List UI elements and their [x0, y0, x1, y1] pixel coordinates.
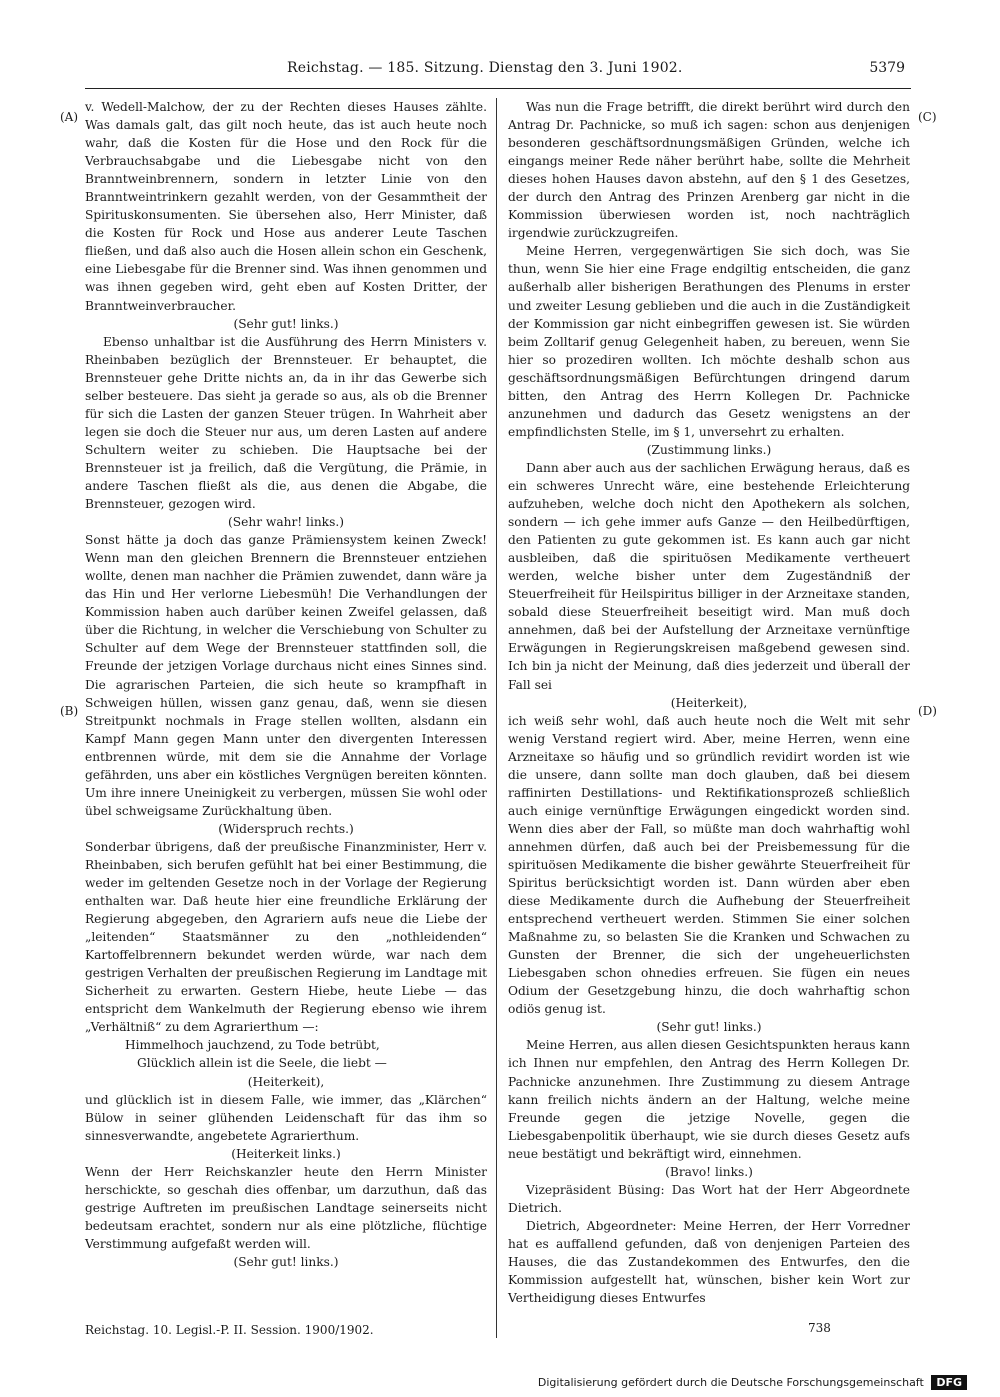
paragraph: Ebenso unhaltbar ist die Ausführung des Herrn Ministers v. Rheinbaben bezüglich der Brennsteuer. Er behauptet, die Brennsteuer gehe Dritte nichts an, da in ihr das Gewerbe sich selber besteuere. Das sieht ja gerade so aus, als ob die Brenner für sich die Lasten der ganzen Steuer trügen. In Wahrheit aber legen sie doch die Steuer nur aus, um deren Lasten auf andere Schultern weiter zu schieben. Die Hauptsache bei der Brennsteuer ist ja freilich, daß die Vergütung, die Prämie, in andere Taschen fließt als die, aus denen die Abgabe, die Brennsteuer, gezogen wird.: [85, 334, 487, 512]
paragraph: Dann aber auch aus der sachlichen Erwägung heraus, daß es ein schweres Unrecht wäre, eine bestehende Erleichterung aufzuheben, welche doch nicht den Apothekern als solchen, sondern — ich gehe immer aufs Ganze — den Heilbedürftigen, den Patienten zu gute gekommen ist. Es kann auch gar nicht ausbleiben, daß die spirituösen Medikamente vertheuert werden, welche bisher unter dem Zugeständniß der Steuerfreiheit für Heilspiritus billiger in der Arzneitaxe standen, sobald diese Steuerfreiheit beseitigt wird. Man muß doch annehmen, daß bei der Aufstellung der Arzneitaxe vernünftige Erwägungen in Regierungskreisen maßgebend gewesen sind. Ich bin ja nicht der Meinung, daß dies jederzeit und überall der Fall sei: [508, 460, 910, 692]
interjection: (Zustimmung links.): [646, 442, 772, 457]
paragraph: Himmelhoch jauchzend, zu Tode betrübt,: [125, 1038, 380, 1053]
interjection: (Sehr wahr! links.): [228, 515, 344, 530]
digitization-credit: [538, 1376, 967, 1389]
footer-session: Reichstag. 10. Legisl.-P. II. Session. 1900/1902.: [85, 1323, 374, 1337]
paragraph: Sonderbar übrigens, daß der preußische Finanzminister, Herr v. Rheinbaben, sich berufen gefühlt hat bei einer Bestimmung, die weder im geltenden Gesetze noch in der Vorlage der Regierung enthalten war. Daß heute hier eine freundliche Erklärung der Regierung abgegeben, den Agrariern aufs neue die Liebe der „leitenden“ Staatsmänner zu den „nothleidenden“ Kartoffelbrennern bekundet werden würde, war nach dem gestrigen Verhalten der preußischen Regierung im Landtage mit Sicherheit zu erwarten. Gestern Hiebe, heute Liebe — das entspricht dem Wankelmuth der Regierung ebenso wie ihrem „Verhältniß“ zu dem Agrarierthum —:: [85, 839, 487, 1035]
paragraph: Meine Herren, aus allen diesen Gesichtspunkten heraus kann ich Ihnen nur empfehlen, den Antrag des Herrn Kollegen Dr. Pachnicke anzunehmen. Ihre Zustimmung zu diesem Antrage kann freilich nichts ändern an der Haltung, welche meine Freunde gegen die jetzige Novelle, gegen die Liebesgabenpolitik überhaupt, wie sie durch dieses Gesetz aufs neue bestätigt und bekräftigt wird, einnehmen.: [508, 1038, 910, 1161]
left-column: [85, 98, 487, 1271]
running-title: Reichstag. — 185. Sitzung. Dienstag den 3. Juni 1902.: [287, 60, 683, 76]
interjection: (Heiterkeit),: [247, 1074, 325, 1089]
interjection: (Widerspruch rechts.): [218, 821, 354, 836]
paragraph: Glücklich allein ist die Seele, die liebt —: [137, 1056, 387, 1071]
right-column: [508, 98, 910, 1307]
paragraph: Meine Herren, vergegenwärtigen Sie sich doch, was Sie thun, wenn Sie hier eine Frage endgiltig entscheiden, die ganz außerhalb aller bisherigen Berathungen des Plenums in erster und zweiter Lesung geblieben und die auch in die Zuständigkeit der Kommission gar nicht einbegriffen gewesen ist. Sie würden beim Zolltarif genug Gelegenheit haben, zu bereuen, wenn Sie hier so prozediren wollten. Ich möchte deshalb schon aus geschäftsordnungsmäßigen Befürchtungen dringend darum bitten, den Antrag des Herrn Kollegen Dr. Pachnicke anzunehmen und dadurch das Gesetz wenigstens an der empfindlichsten Stelle, im § 1, unversehrt zu erhalten.: [508, 244, 910, 439]
interjection: (Sehr gut! links.): [233, 316, 339, 331]
margin-marker-c: (C): [918, 110, 937, 124]
interjection: (Sehr gut! links.): [656, 1020, 762, 1035]
margin-marker-d: (D): [918, 704, 937, 718]
page-header: [0, 60, 1000, 84]
column-divider: [496, 98, 497, 1338]
margin-marker-b: (B): [60, 704, 79, 718]
interjection: (Heiterkeit),: [670, 695, 748, 710]
paragraph: ich weiß sehr wohl, daß auch heute noch die Welt mit sehr wenig Verstand regiert wird. Aber, meine Herren, wenn eine Arzneitaxe so häufig und so gründlich revidirt worden ist wie die unsere, dann sollte man doch glauben, daß bei diesem raffinirten Destillations- und Rektifikationsprozeß schließlich auch einige vernünftige Erwägungen eingedickt worden sind. Wenn dies aber der Fall, so müßte man doch wahrhaftig wohl annehmen dürfen, daß auch bei der Preisbemessung für die spirituösen Medikamente die bisher gewährte Steuerfreiheit für Spiritus berücksichtigt worden ist. Dann würden aber eben diese Medikamente durch die Aufhebung der Steuerfreiheit entsprechend vertheuert werden. Stimmen Sie einer solchen Maßnahme zu, so belasten Sie die Kranken und Schwachen zu Gunsten der Brenner, die sich der ungeheuerlichsten Liebesgaben schon ohnedies erfreuen. Sie fügen ein neues Odium der Gesetzgebung hinzu, die doch wahrhaftig schon odiös genug ist.: [508, 713, 910, 1017]
interjection: (Bravo! links.): [665, 1164, 753, 1179]
margin-marker-a: (A): [60, 110, 79, 124]
paragraph: Sonst hätte ja doch das ganze Prämiensystem keinen Zweck! Wenn man den gleichen Brennern die Brennsteuer entziehen wollte, denen man nachher die Prämien zuwendet, dann wäre ja das Hin und Her verlorne Liebesmüh! Die Verhandlungen der Kommission haben auch darüber keinen Zweifel gelassen, daß über die Richtung, in welcher die Verschiebung von Schulter zu Schulter auf dem Wege der Brennsteuer stattfinden soll, die Freunde der jetzigen Vorlage durchaus nicht eines Sinnes sind. Die agrarischen Parteien, die sich heute so krampfhaft in Schweigen hüllen, wissen ganz genau, daß, wenn sie diesen Streitpunkt nochmals in Frage stellen wollten, alsdann ein Kampf Mann gegen Mann unter den divergenten Interessen entbrennen würde, mit dem sie die Annahme der Vorlage gefährden, uns aber ein köstliches Vergnügen bereiten könnten. Um ihre innere Uneinigkeit zu verbergen, müssen Sie wohl oder übel schweigsame Zurückhaltung üben.: [85, 533, 487, 818]
interjection: (Sehr gut! links.): [233, 1255, 339, 1269]
paragraph: Dietrich, Abgeordneter: Meine Herren, der Herr Vorredner hat es auffallend gefunden, daß von denjenigen Parteien des Hauses, die das Zustandekommen des Entwurfes, den die Kommission aufgestellt hat, wünschen, bisher kein Wort zur Vertheidigung dieses Entwurfes: [508, 1218, 910, 1306]
digitization-text: Digitalisierung gefördert durch die Deutsche Forschungsgemeinschaft: [537, 1376, 924, 1389]
paragraph: Wenn der Herr Reichskanzler heute den Herrn Minister herschickte, so geschah dies offenbar, um darzuthun, daß das gestrige Auftreten im preußischen Landtage seinerseits nicht bedeutsam erachtet, sondern nur als eine plötzliche, flüchtige Verstimmung aufgefaßt werden will.: [85, 1164, 487, 1251]
interjection: (Heiterkeit links.): [231, 1146, 341, 1161]
footer-sheet-number: 738: [808, 1321, 831, 1335]
header-rule: [85, 88, 911, 89]
paragraph: und glücklich ist in diesem Falle, wie immer, das „Klärchen“ Bülow in seiner glühenden Leidenschaft für das ihm so sinnesverwandte, angebetete Agrarierthum.: [85, 1092, 487, 1143]
paragraph: v. Wedell-Malchow, der zu der Rechten dieses Hauses zählte. Was damals galt, das gilt noch heute, das ist auch heute noch wahr, daß die Kosten für die Hose und den Rock für die Verbrauchsabgabe und die Liebesgabe nicht von den Branntweinbrennern, sondern in letzter Linie von den Branntweintrinkern gezahlt werden, von der Gesammtheit der Spirituskonsumenten. Sie übersehen also, Herr Minister, daß die Kosten für Rock und Hose aus anderer Leute Taschen fließen, und daß also auch die Hosen allein schon ein Geschenk, eine Liebesgabe für die Brenner sind. Was ihnen genommen und was ihnen gegeben wird, geht eben auf Kosten Dritter, der Branntweinverbraucher.: [85, 100, 487, 313]
dfg-logo: DFG: [931, 1375, 967, 1390]
paragraph: Was nun die Frage betrifft, die direkt berührt wird durch den Antrag Dr. Pachnicke, so muß ich sagen: schon aus denjenigen besonderen geschäftsordnungsmäßigen Gründen, welche ich eingangs meiner Rede näher berührt habe, sollte die Mehrheit dieses hohen Hauses davon abstehn, auf den § 1 des Gesetzes, der durch den Antrag des Prinzen Arenberg gar nicht in die Kommission überwiesen worden ist, noch nachträglich irgendwie zurückzugreifen.: [508, 100, 910, 241]
page-number: 5379: [869, 60, 905, 76]
paragraph: Vizepräsident Büsing: Das Wort hat der Herr Abgeordnete Dietrich.: [508, 1182, 910, 1215]
